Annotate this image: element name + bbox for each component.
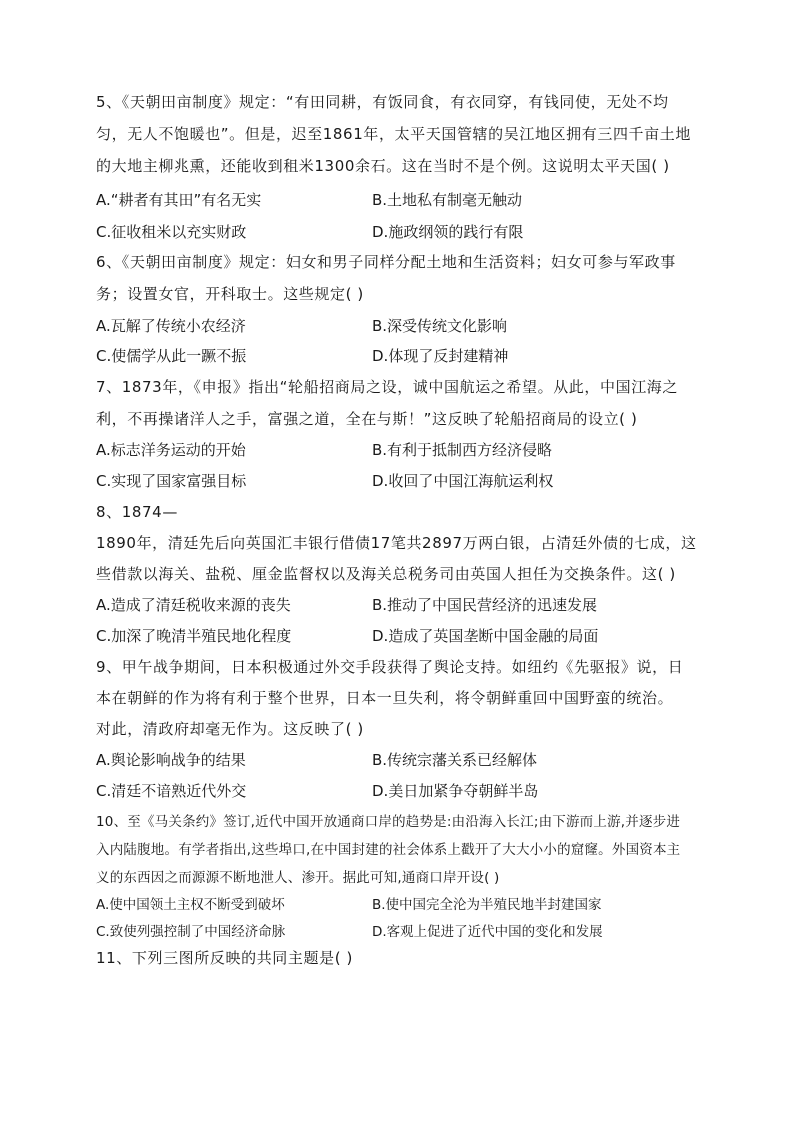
question-text-line: 7、1873年，《申报》指出“轮船招商局之设，诚中国航运之希望。从此，中国江海之 (96, 378, 678, 396)
option-c: C.使儒学从此一蹶不振 (96, 347, 247, 365)
option-c: C.征收租米以充实财政 (96, 223, 247, 241)
option-b: B.土地私有制毫无触动 (372, 191, 523, 209)
option-d: D.客观上促进了近代中国的变化和发展 (372, 924, 603, 940)
option-a: A.使中国领土主权不断受到破坏 (96, 897, 285, 913)
option-b: B.深受传统文化影响 (372, 317, 508, 335)
question-text-line: 务；设置女官，开科取士。这些规定( ) (96, 285, 364, 303)
question-text-line: 1890年，清廷先后向英国汇丰银行借债17笔共2897万两白银，占清廷外债的七成，这 (96, 534, 697, 552)
option-a: A.瓦解了传统小农经济 (96, 317, 246, 335)
option-b: B.使中国完全沦为半殖民地半封建国家 (372, 897, 602, 913)
option-d: D.收回了中国江海航运利权 (372, 472, 554, 490)
option-b: B.有利于抵制西方经济侵略 (372, 441, 553, 459)
question-text-line: 10、至《马关条约》签订,近代中国开放通商口岸的趋势是:由沿海入长江;由下游而上游,并逐步进 (96, 814, 681, 830)
question-text-line: 义的东西因之而源源不断地泄人、渗开。据此可知,通商口岸开设( ) (96, 870, 500, 886)
option-d: D.体现了反封建精神 (372, 347, 509, 365)
question-text-line: 9、甲午战争期间，日本积极通过外交手段获得了舆论支持。如纽约《先驱报》说，日 (96, 658, 684, 676)
question-text-line: 6、《天朝田亩制度》规定：妇女和男子同样分配土地和生活资料；妇女可参与军政事 (96, 253, 676, 271)
option-c: C.清廷不谙熟近代外交 (96, 782, 247, 800)
option-b: B.传统宗藩关系已经解体 (372, 751, 538, 769)
question-text-line: 本在朝鲜的作为将有利于整个世界，日本一旦失利，将令朝鲜重回中国野蛮的统治。 (96, 689, 674, 707)
option-b: B.推动了中国民营经济的迅速发展 (372, 596, 598, 614)
option-c: C.加深了晚清半殖民地化程度 (96, 627, 292, 645)
option-d: D.美日加紧争夺朝鲜半岛 (372, 782, 539, 800)
question-text-line: 匀，无人不饱暖也”。但是，迟至1861年，太平天国管辖的吴江地区拥有三四千亩土地 (96, 125, 691, 143)
option-a: A.标志洋务运动的开始 (96, 441, 246, 459)
option-a: A.“耕者有其田”有名无实 (96, 191, 262, 209)
option-d: D.造成了英国垄断中国金融的局面 (372, 627, 599, 645)
option-c: C.实现了国家富强目标 (96, 472, 247, 490)
option-a: A.舆论影响战争的结果 (96, 751, 246, 769)
question-text-line: 11、下列三图所反映的共同主题是( ) (96, 949, 353, 967)
question-text-line: 利，不再操诸洋人之手，富强之道，全在与斯！”这反映了轮船招商局的设立( ) (96, 410, 638, 428)
option-d: D.施政纲领的践行有限 (372, 223, 524, 241)
question-text-line: 8、1874— (96, 503, 178, 521)
option-c: C.致使列强控制了中国经济命脉 (96, 924, 286, 940)
option-a: A.造成了清廷税收来源的丧失 (96, 596, 291, 614)
question-text-line: 些借款以海关、盐税、厘金监督权以及海关总税务司由英国人担任为交换条件。这( ) (96, 565, 676, 583)
question-text-line: 的大地主柳兆熏，还能收到租米1300余石。这在当时不是个例。这说明太平天国( ) (96, 157, 670, 175)
question-text-line: 入内陆腹地。有学者指出,这些埠口,在中国封建的社会体系上戳开了大大小小的窟窿。外国资本主 (96, 842, 681, 858)
question-text-line: 5、《天朝田亩制度》规定：“有田同耕，有饭同食，有衣同穿，有钱同使，无处不均 (96, 93, 669, 111)
question-text-line: 对此，清政府却毫无作为。这反映了( ) (96, 720, 364, 738)
